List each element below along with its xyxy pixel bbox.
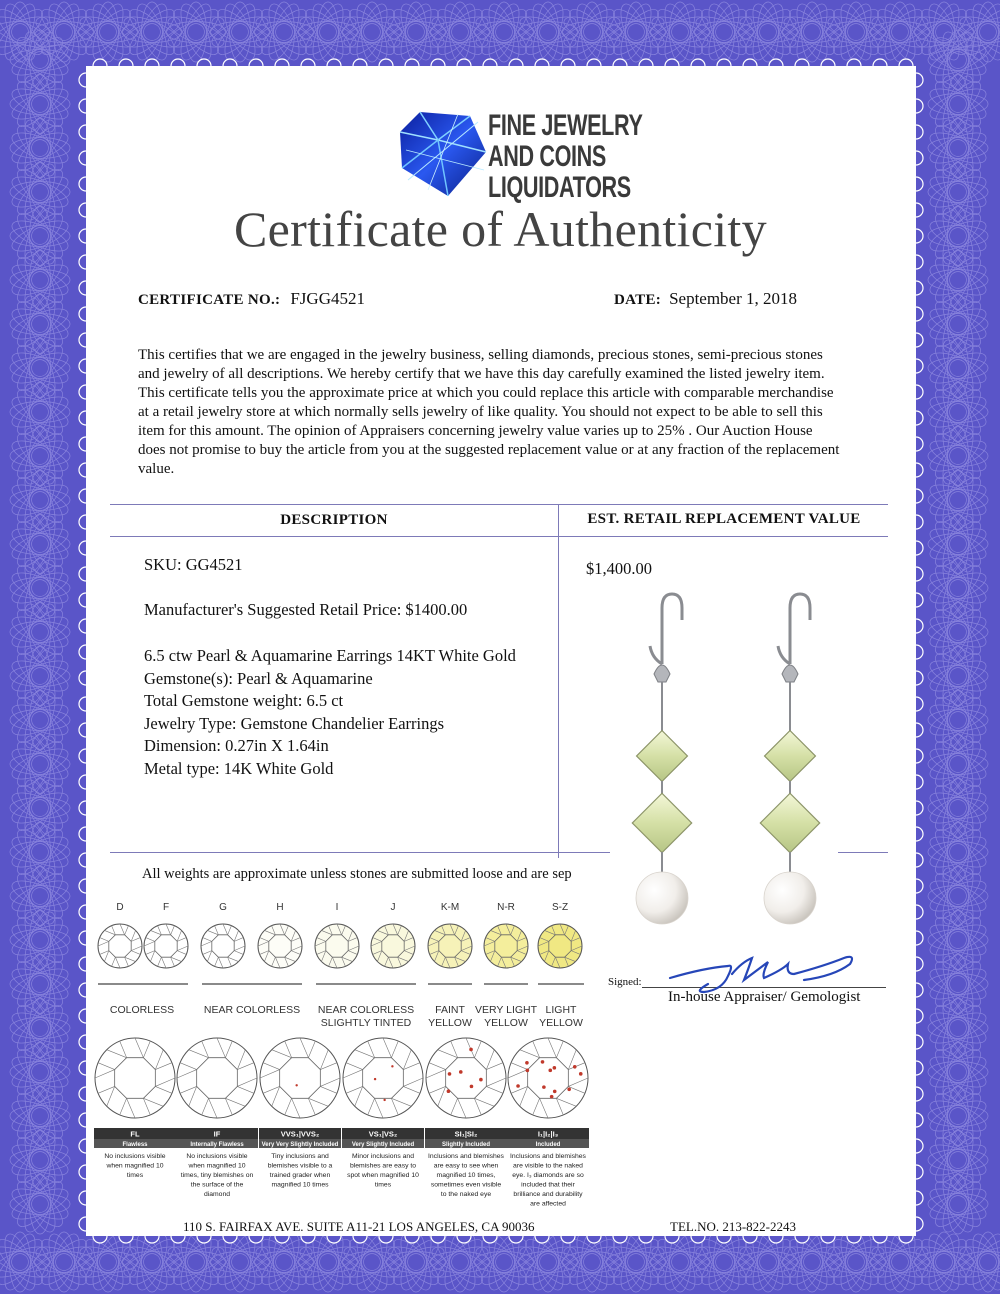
color-category-label: FAINT	[435, 1004, 465, 1016]
clarity-grade-sub: Very Slightly Included	[351, 1142, 415, 1148]
clarity-diamond	[508, 1038, 588, 1118]
clarity-grade-description: No inclusions visible	[104, 1153, 166, 1160]
paragraph-line: and jewelry of all descriptions. We hereby certify that we have this day carefully examined the listed jewelry item.	[138, 366, 825, 382]
certificate-number-row	[138, 289, 365, 309]
description-line: Total Gemstone weight: 6.5 ct	[144, 691, 344, 710]
value-header: EST. RETAIL REPLACEMENT VALUE	[587, 511, 861, 527]
description-header: DESCRIPTION	[280, 512, 388, 528]
inclusion-mark	[525, 1061, 529, 1065]
description-details	[144, 645, 516, 780]
replacement-value: $1,400.00	[586, 559, 652, 578]
table-bottom-rule-left	[110, 852, 610, 853]
table-bottom-rule-right	[838, 852, 888, 853]
clarity-grade-sub: Slightly Included	[441, 1142, 491, 1148]
certificate-number-label: CERTIFICATE NO.:	[138, 292, 281, 308]
clarity-grade-description: brilliance and durability	[513, 1191, 583, 1198]
inclusion-mark	[541, 1060, 545, 1064]
logo-line-3: LIQUIDATORS	[488, 171, 631, 204]
clarity-grade-description: Inclusions and blemishes	[428, 1153, 504, 1160]
clarity-grade-description: times	[374, 1181, 392, 1189]
logo-line-1: FINE JEWELRY	[488, 109, 643, 142]
color-grade-diamond	[315, 924, 359, 968]
table-top-rule	[110, 504, 888, 505]
certificate-title: Certificate of Authenticity	[234, 201, 767, 257]
color-grade-diamond	[201, 924, 245, 968]
inclusion-mark	[567, 1088, 571, 1092]
paragraph-line: This certificate tells you the approximate price at which you could replace this article with comparable merchandise	[138, 385, 834, 401]
color-category-label: LIGHT	[545, 1004, 577, 1016]
clarity-grade-description: spot when magnified 10	[347, 1172, 419, 1179]
footer-phone: TEL.NO. 213-822-2243	[670, 1219, 797, 1234]
inclusion-mark	[550, 1095, 554, 1099]
clarity-grade-sub: Included	[535, 1142, 561, 1148]
paragraph-line: This certifies that we are engaged in the jewelry business, selling diamonds, precious stones, semi-precious stones	[138, 347, 823, 363]
clarity-grade-description: magnified 10 times,	[436, 1172, 496, 1179]
color-category-label: COLORLESS	[109, 1004, 175, 1016]
clarity-grade-name: VS₁|VS₂	[368, 1129, 398, 1139]
clarity-grade-description: diamond	[203, 1191, 231, 1198]
clarity-grade-description: blemishes are easy to	[349, 1162, 417, 1170]
color-grade-diamond	[144, 924, 188, 968]
color-category-label: VERY LIGHT	[474, 1004, 538, 1016]
weights-note: All weights are approximate unless stones are submitted loose and are sep	[142, 866, 572, 882]
appraiser-title: In-house Appraiser/ Gemologist	[668, 989, 861, 1005]
clarity-grade-description: sometimes even visible	[430, 1181, 502, 1189]
color-grade-label: F	[162, 902, 170, 913]
inclusion-mark	[447, 1089, 451, 1093]
clarity-grade-description: the surface of the	[190, 1181, 244, 1189]
description-line: Jewelry Type: Gemstone Chandelier Earrings	[144, 713, 445, 733]
color-grade-label: G	[219, 902, 227, 913]
clarity-grade-description: times	[126, 1172, 144, 1179]
inclusion-mark	[553, 1066, 557, 1070]
clarity-grade-description: Tiny inclusions and	[271, 1153, 329, 1160]
color-grade-label: J	[390, 902, 396, 913]
clarity-diamond	[260, 1038, 340, 1118]
sku: SKU: GG4521	[144, 555, 243, 574]
clarity-grade-description: when magnified 10	[106, 1162, 164, 1170]
diamond-grading-chart	[90, 896, 600, 1216]
clarity-grade-sub: Very Very Slightly Included	[261, 1142, 339, 1148]
inclusion-mark	[553, 1090, 557, 1094]
color-category-label-line2: YELLOW	[539, 1017, 583, 1029]
inclusion-mark	[295, 1084, 297, 1086]
clarity-grade-description: eye. I₃ diamonds are so	[512, 1172, 584, 1179]
clarity-grade-description: included that their	[521, 1181, 575, 1189]
description-line: Metal type: 14K White Gold	[144, 758, 334, 778]
date-row	[614, 289, 797, 309]
color-grade-diamond	[538, 924, 582, 968]
inclusion-mark	[542, 1085, 546, 1089]
clarity-grade-description: are affected	[530, 1200, 566, 1208]
color-category-label-line2: YELLOW	[484, 1017, 528, 1029]
msrp: Manufacturer's Suggested Retail Price: $1400.00	[144, 600, 468, 619]
clarity-grade-description: are visible to the naked	[513, 1162, 583, 1170]
date-value: September 1, 2018	[669, 289, 798, 308]
description-line: 6.5 ctw Pearl & Aquamarine Earrings 14KT White Gold	[144, 646, 516, 665]
clarity-grade-description: Inclusions and blemishes	[510, 1153, 586, 1160]
inclusion-mark	[579, 1072, 583, 1076]
clarity-grade-sub: Flawless	[122, 1142, 148, 1148]
clarity-grade-name: SI₁|SI₂	[454, 1129, 478, 1139]
inclusion-mark	[459, 1070, 463, 1074]
description-line: Gemstone(s): Pearl & Aquamarine	[144, 668, 373, 688]
inclusion-mark	[548, 1069, 552, 1073]
inclusion-mark	[383, 1099, 385, 1101]
right-earring	[760, 594, 819, 924]
inclusion-mark	[391, 1065, 393, 1067]
color-grade-label: H	[276, 902, 284, 913]
inclusion-mark	[526, 1069, 530, 1073]
color-category-label-line2: SLIGHTLY TINTED	[320, 1017, 412, 1029]
clarity-grade-name: FL	[130, 1129, 140, 1139]
clarity-grade-description: times, tiny blemishes on	[180, 1172, 254, 1179]
paragraph-line: does not promise to buy the article from you at the suggested replacement value or at any fraction of the replacement	[138, 442, 840, 458]
inclusion-mark	[469, 1048, 473, 1052]
color-grade-label: N-R	[497, 902, 515, 913]
logo-line-2: AND COINS	[488, 140, 606, 173]
inclusion-mark	[374, 1078, 376, 1080]
inclusion-mark	[573, 1065, 577, 1069]
table-column-divider	[558, 504, 559, 858]
color-grade-label: D	[116, 902, 124, 913]
inclusion-mark	[448, 1072, 452, 1076]
color-grade-diamond	[258, 924, 302, 968]
color-category-label: NEAR COLORLESS	[317, 1004, 415, 1016]
color-grade-label: I	[335, 902, 339, 913]
clarity-grade-description: to the naked eye	[440, 1191, 492, 1198]
inclusion-mark	[479, 1078, 483, 1082]
clarity-diamond	[426, 1038, 506, 1118]
clarity-grade-name: IF	[213, 1129, 221, 1139]
clarity-grade-description: are easy to see when	[433, 1162, 499, 1170]
paragraph-line: item for this amount. The opinion of Appraisers concerning jewelry value varies up to 25% . Our Auction House	[138, 423, 813, 439]
table-header-rule	[110, 536, 888, 537]
paragraph-line: value.	[138, 461, 175, 477]
color-grade-diamond	[428, 924, 472, 968]
color-grade-diamond	[98, 924, 142, 968]
diamond-logo-icon	[398, 110, 488, 198]
earrings-image	[600, 586, 840, 946]
clarity-grade-description: Minor inclusions and	[352, 1153, 414, 1160]
clarity-grade-description: trained grader when	[269, 1172, 331, 1179]
color-grade-label: S-Z	[551, 902, 569, 913]
clarity-diamond	[95, 1038, 175, 1118]
certificate-number: FJGG4521	[290, 289, 365, 308]
clarity-grade-description: magnified 10 times	[271, 1181, 329, 1189]
inclusion-mark	[470, 1085, 474, 1089]
clarity-grade-description: when magnified 10	[188, 1162, 246, 1170]
clarity-grade-description: blemishes visible to a	[267, 1162, 333, 1170]
logo-wordmark	[488, 110, 642, 203]
clarity-grade-name: VVS₁|VVS₂	[280, 1129, 320, 1139]
left-earring	[632, 594, 691, 924]
clarity-grade-name: I₁|I₂|I₃	[537, 1129, 559, 1139]
footer-address: 110 S. FAIRFAX AVE. SUITE A11-21 LOS ANGELES, CA 90036	[183, 1219, 535, 1234]
description-line: Dimension: 0.27in X 1.64in	[144, 736, 329, 755]
clarity-grade-sub: Internally Flawless	[190, 1142, 244, 1148]
color-grade-label: K-M	[440, 902, 460, 913]
color-grade-diamond	[371, 924, 415, 968]
inclusion-mark	[516, 1084, 520, 1088]
clarity-diamond	[343, 1038, 423, 1118]
color-grade-diamond	[484, 924, 528, 968]
signature-label: Signed:	[608, 976, 642, 988]
clarity-grade-description: No inclusions visible	[186, 1153, 248, 1160]
date-label: DATE:	[614, 292, 662, 308]
clarity-diamond	[177, 1038, 257, 1118]
paragraph-line: at a retail jewelry store at which normally sells jewelry of like quality. You should not expect to be able to sell this	[138, 404, 823, 420]
color-category-label-line2: YELLOW	[428, 1017, 472, 1029]
color-category-label: NEAR COLORLESS	[203, 1004, 301, 1016]
certification-paragraph	[138, 346, 898, 479]
